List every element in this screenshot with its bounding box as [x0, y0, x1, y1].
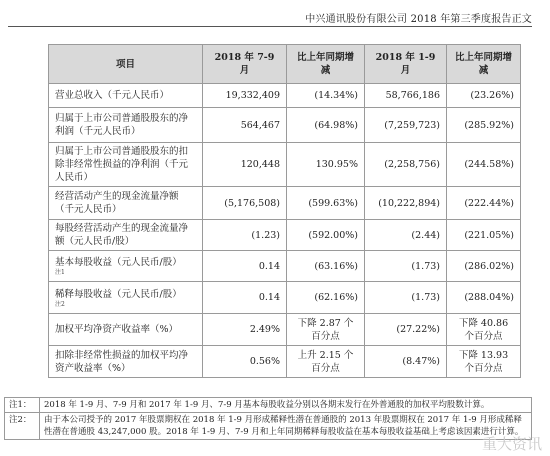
ytd-value: (1.73) — [365, 251, 447, 282]
table-row — [49, 143, 521, 187]
ytd-change: 下降 40.86 个百分点 — [447, 314, 521, 346]
q3-value: (5,176,508) — [203, 187, 287, 220]
q3-value: 120,448 — [203, 143, 287, 187]
note-label: 注1： — [5, 398, 40, 413]
q3-value: 0.56% — [203, 346, 287, 378]
metric-label: 归属于上市公司普通股股东的扣除非经常性损益的净利润（千元人民币） — [55, 146, 189, 183]
ytd-change: 下降 13.93 个百分点 — [447, 346, 521, 378]
ytd-value: (2.44) — [365, 220, 447, 251]
q3-value: 0.14 — [203, 282, 287, 314]
table-row — [49, 282, 521, 314]
ytd-value: (10,222,894) — [365, 187, 447, 220]
column-header: 比上年同期增减 — [447, 45, 521, 84]
column-header: 项目 — [49, 45, 203, 84]
ytd-change: (286.02%) — [447, 251, 521, 282]
ytd-value: 58,766,186 — [365, 84, 447, 108]
page-header — [8, 4, 532, 27]
q3-value: 2.49% — [203, 314, 287, 346]
q3-value: 0.14 — [203, 251, 287, 282]
metric-label: 扣除非经常性损益的加权平均净资产收益率（%） — [55, 349, 189, 374]
note-text: 2018 年 1-9 月、7-9 月和 2017 年 1-9 月、7-9 月基本每股收益分别以各期末发行在外普通股的加权平均股数计算。 — [40, 398, 532, 413]
q3-change: (14.34%) — [287, 84, 365, 108]
ytd-value: (7,259,723) — [365, 108, 447, 143]
ytd-change: (23.26%) — [447, 84, 521, 108]
ytd-change: (288.04%) — [447, 282, 521, 314]
metric-label: 经营活动产生的现金流量净额（千元人民币） — [55, 191, 179, 215]
q3-value: 19,332,409 — [203, 84, 287, 108]
financial-table — [48, 44, 521, 378]
metric-label: 加权平均净资产收益率（%） — [55, 324, 179, 335]
ytd-change: (285.92%) — [447, 108, 521, 143]
metric-label: 稀释每股收益（元人民币/股） — [55, 288, 182, 300]
table-header-row — [49, 45, 521, 84]
note-row — [5, 413, 532, 440]
notes-table — [4, 397, 532, 440]
column-header: 比上年同期增减 — [287, 45, 365, 84]
table-row — [49, 314, 521, 346]
q3-value: 564,467 — [203, 108, 287, 143]
footnote-marker: 注2 — [55, 300, 65, 308]
table-row — [49, 108, 521, 143]
q3-change: (592.00%) — [287, 220, 365, 251]
metric-label: 归属于上市公司普通股股东的净利润（千元人民币） — [55, 113, 189, 137]
note-label: 注2： — [5, 413, 40, 440]
q3-change: (63.16%) — [287, 251, 365, 282]
q3-change: 130.95% — [287, 143, 365, 187]
q3-change: 上升 2.15 个百分点 — [287, 346, 365, 378]
metric-label: 每股经营活动产生的现金流量净额（元人民币/股） — [55, 223, 189, 247]
ytd-change: (221.05%) — [447, 220, 521, 251]
report-title: 中兴通讯股份有限公司 2018 年第三季度报告正文 — [305, 14, 532, 25]
q3-change: 下降 2.87 个百分点 — [287, 314, 365, 346]
metric-label: 基本每股收益（元人民币/股） — [55, 257, 182, 268]
q3-change: (64.98%) — [287, 108, 365, 143]
metric-label: 营业总收入（千元人民币） — [55, 90, 170, 101]
footnote-marker: 注1 — [55, 269, 65, 276]
q3-value: (1.23) — [203, 220, 287, 251]
watermark: 重大资讯 — [481, 435, 542, 453]
table-row — [49, 220, 521, 251]
table-row — [49, 346, 521, 378]
ytd-value: (8.47%) — [365, 346, 447, 378]
ytd-change: (244.58%) — [447, 143, 521, 187]
note-text: 由于本公司授予的 2017 年股票期权在 2018 年 1-9 月形成稀释性潜在普通股的 2013 年股票期权在 2017 年 1-9 月形成稀释性潜在普通股 43,247,000 股。2018 年 1-9 月、7-9 月和上年同期稀释每股收益在基本每股收益基础上考虑该因素进行计算。 — [40, 413, 532, 440]
q3-change: (62.16%) — [287, 282, 365, 314]
table-row — [49, 251, 521, 282]
note-row — [5, 398, 532, 413]
table-row — [49, 187, 521, 220]
q3-change: (599.63%) — [287, 187, 365, 220]
ytd-value: (2,258,756) — [365, 143, 447, 187]
column-header: 2018 年 1-9 月 — [365, 45, 447, 84]
ytd-value: (27.22%) — [365, 314, 447, 346]
table-row — [49, 84, 521, 108]
ytd-change: (222.44%) — [447, 187, 521, 220]
ytd-value: (1.73) — [365, 282, 447, 314]
column-header: 2018 年 7-9 月 — [203, 45, 287, 84]
